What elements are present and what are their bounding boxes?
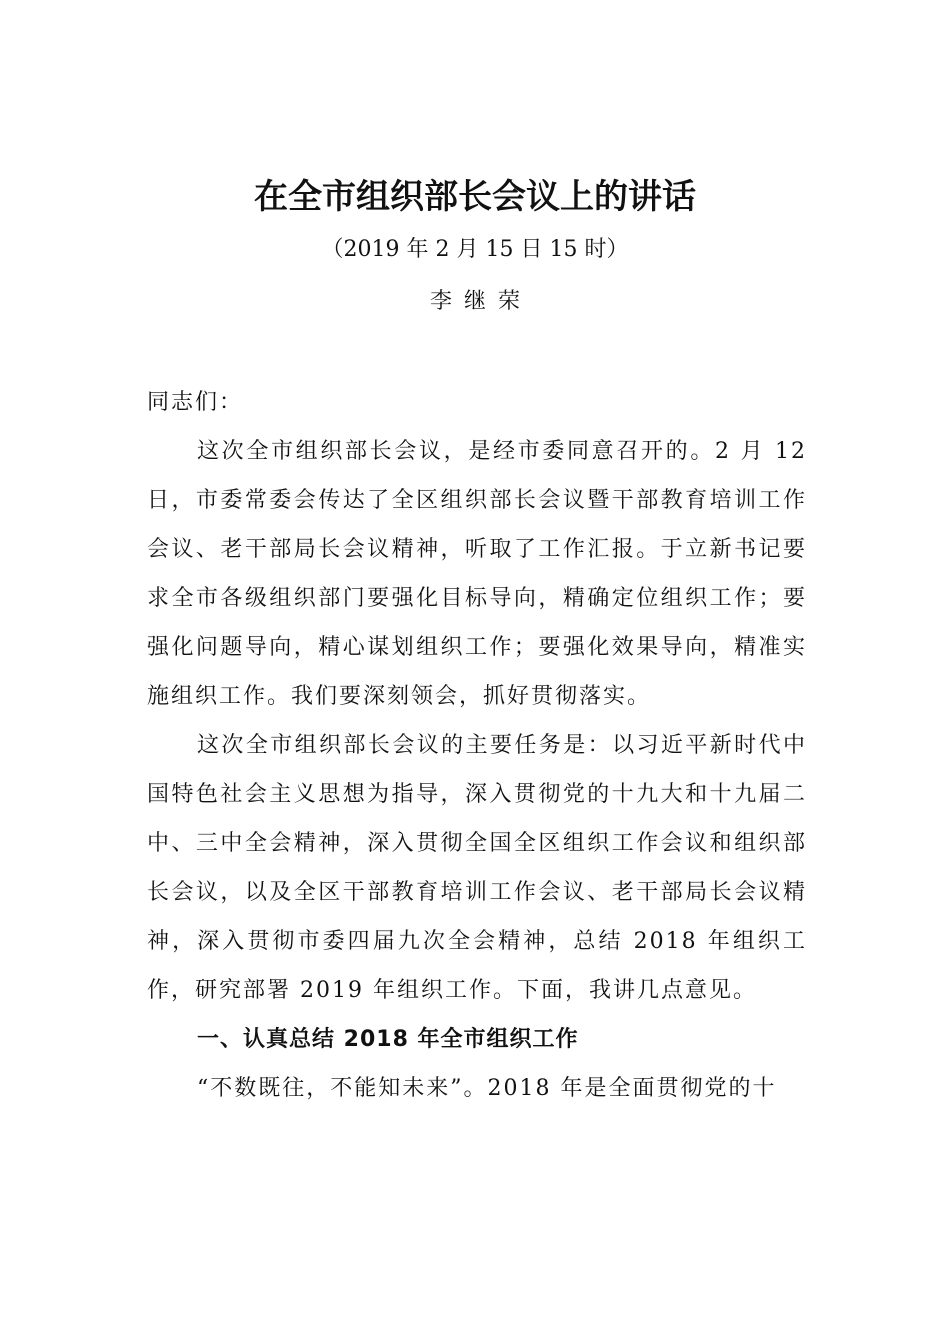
author-name: 李继荣: [429, 289, 532, 314]
body-paragraph: “不数既往，不能知未来”。2018 年是全面贯彻党的十: [197, 1076, 777, 1101]
section-heading: 一、认真总结 2018 年全市组织工作: [197, 1027, 579, 1052]
document-body: [147, 378, 807, 1113]
speech-date: （2019 年 2 月 15 日 15 时）: [321, 237, 629, 262]
body-paragraph: 这次全市组织部长会议，是经市委同意召开的。2 月 12 日，市委常委会传达了全区组织部长会议暨干部教育培训工作会议、老干部局长会议精神，听取了工作汇报。于立新书记要求全市各级组织部门要强化目标导向，精确定位组织工作；要强化问题导向，精心谋划组织工作；要强化效果导向，精准实施组织工作。我们要深刻领会，抓好贯彻落实。: [147, 439, 807, 709]
salutation: 同志们：: [147, 390, 244, 415]
body-paragraph: 这次全市组织部长会议的主要任务是：以习近平新时代中国特色社会主义思想为指导，深入贯彻党的十九大和十九届二中、三中全会精神，深入贯彻全国全区组织工作会议和组织部长会议，以及全区干部教育培训工作会议、老干部局长会议精神，深入贯彻市委四届九次全会精神，总结 2018 年组织工作，研究部署 2019 年组织工作。下面，我讲几点意见。: [147, 733, 807, 1003]
document-title: 在全市组织部长会议上的讲话: [254, 177, 696, 217]
